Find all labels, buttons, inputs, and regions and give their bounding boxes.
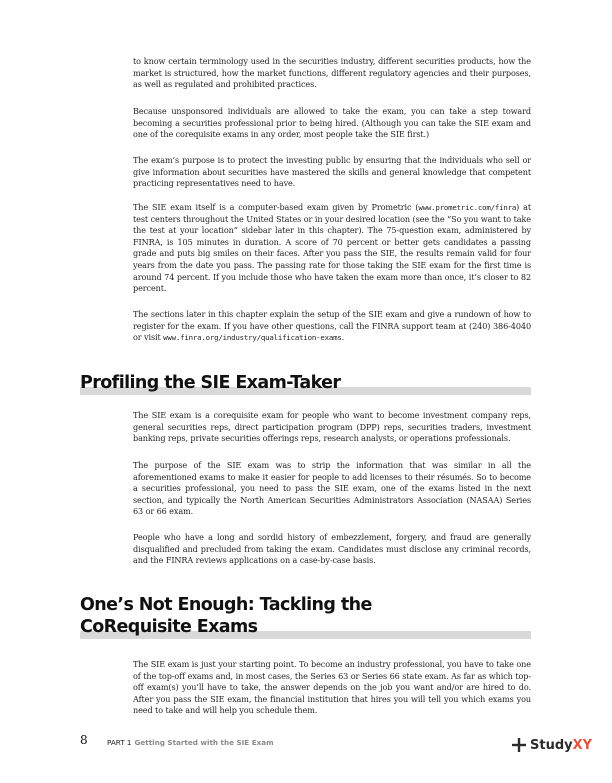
paragraph-unsponsored: Because unsponsored individuals are allowed to take the exam, you can take a step toward becoming a securities professional prior to being hired. (Although you can take the SIE exam and one of the corequisite exams in any order, most people take the SIE first.) [133,106,531,140]
section-heading-not-enough: One’s Not Enough: Tackling the CoRequisite Exams [80,595,372,637]
paragraph-purpose-strip: The purpose of the SIE exam was to strip the information that was similar in all the aforementioned exams to make it easier for people to add licenses to their résumés. So to become a securities professional, you need to pass the SIE exam, one of the exams listed in the next section, and typically the North American Securities Administrators Association (NASAA) Series 63 or 66 exam. [133,460,531,517]
plus-icon [511,737,527,753]
paragraph-prometric: The SIE exam itself is a computer-based exam given by Prometric (www.prometric.com/finra) at test centers throughout the United States or in your desired location (see the “So you want to take the test at your location” sidebar later in this chapter). The 75-question exam, administered by FINRA, is 105 minutes in duration. A score of 70 percent or better gets candidates a passing grade and puts big smiles on their faces. After you pass the SIE, the results remain valid for four years from the date you pass. The passing rate for those taking the SIE exam for the first time is around 74 percent. If you include those who have taken the exam more than once, it’s closer to 82 percent. [133,202,531,294]
paragraph-intro-continued: to know certain terminology used in the securities industry, different securities products, how the market is structured, how the market functions, different regulatory agencies and their purposes, as well as regulated and prohibited practices. [133,56,531,90]
paragraph-corequisite: The SIE exam is a corequisite exam for people who want to become investment company reps, general securities reps, direct participation program (DPP) reps, securities traders, investment banking reps, private securities offerings reps, research analysts, or operations professionals. [133,410,531,444]
finra-link[interactable]: www.finra.org/industry/qualification-exams [163,333,342,343]
chapter-title: Getting Started with the SIE Exam [134,738,274,747]
paragraph-starting-point: The SIE exam is just your starting point. To become an industry professional, you have to take one of the top-off exams and, in most cases, the Series 63 or Series 66 state exam. As far as which top-off exam(s) you’ll have to take, the answer depends on the job you want and/or are hired to do. After you pass the SIE exam, the financial institution that hires you will tell you which exams you need to take and will help you schedule them. [133,659,531,716]
running-footer [107,738,274,747]
paragraph-disqualified: People who have a long and sordid history of embezzlement, forgery, and fraud are generally disqualified and precluded from taking the exam. Candidates must disclose any criminal records, and the FINRA reviews applications on a case-by-case basis. [133,532,531,566]
section-heading-profiling: Profiling the SIE Exam-Taker [80,373,341,393]
logo-study: Study [530,737,573,753]
logo-xy: XY [572,737,593,753]
page-number: 8 [80,733,88,747]
studyxy-logo [511,737,592,753]
prometric-link[interactable]: www.prometric.com/finra [418,203,517,212]
part-label: PART 1 [107,738,132,747]
paragraph-exam-purpose: The exam’s purpose is to protect the investing public by ensuring that the individuals who sell or give information about securities have mastered the skills and general knowledge that competent practicing representatives need to have. [133,155,531,189]
paragraph-sections-later: The sections later in this chapter explain the setup of the SIE exam and give a rundown of how to register for the exam. If you have other questions, call the FINRA support team at (240) 386-4040 or visit www.finra.org/industry/qualification-exams. [133,309,531,343]
